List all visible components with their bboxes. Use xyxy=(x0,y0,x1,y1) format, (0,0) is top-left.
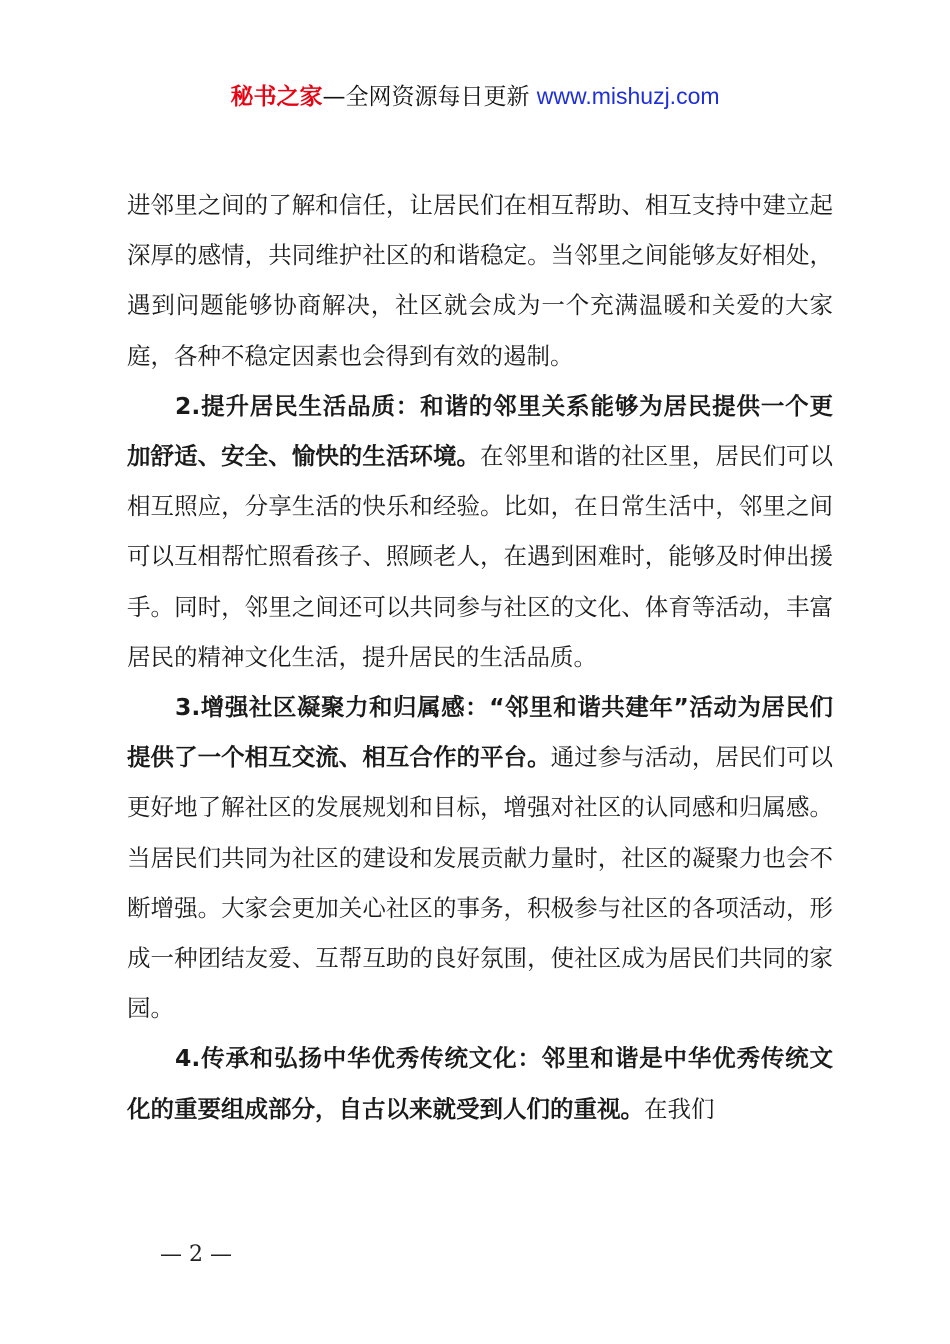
brand-name: 秘书之家 xyxy=(230,84,323,110)
paragraph-item-4 xyxy=(127,1033,833,1133)
site-url[interactable]: www.mishuzj.com xyxy=(536,83,720,109)
paragraph-item-2 xyxy=(127,381,833,682)
paragraph-text: 通过参与活动，居民们可以更好地了解社区的发展规划和目标，增强对社区的认同感和归属感。当居民们共同为社区的建设和发展贡献力量时，社区的凝聚力也会不断增强。大家会更加关心社区的事务，积极参与社区的各项活动，形成一种团结友爱、互帮互助的良好氛围，使社区成为居民们共同的家园。 xyxy=(127,743,834,1023)
paragraph-lead: 3.增强社区凝聚力和归属感：“邻里和谐共建年”活动为居民们提供了一个相互交流、相互合作的平台。 xyxy=(127,693,833,772)
site-header xyxy=(0,80,950,113)
paragraph-item-3 xyxy=(127,682,833,1033)
paragraph-text: 在我们 xyxy=(644,1094,715,1123)
document-body xyxy=(127,180,833,1134)
paragraph-lead: 4.传承和弘扬中华优秀传统文化：邻里和谐是中华优秀传统文化的重要组成部分，自古以来就受到人们的重视。 xyxy=(127,1044,833,1123)
paragraph-continuation xyxy=(127,180,833,381)
paragraph-text: 在邻里和谐的社区里，居民们可以相互照应，分享生活的快乐和经验。比如，在日常生活中，邻里之间可以互相帮忙照看孩子、照顾老人，在遇到困难时，能够及时伸出援手。同时，邻里之间还可以共同参与社区的文化、体育等活动，丰富居民的精神文化生活，提升居民的生活品质。 xyxy=(127,442,834,671)
header-tagline: —全网资源每日更新 xyxy=(322,84,530,110)
paragraph-lead: 2.提升居民生活品质：和谐的邻里关系能够为居民提供一个更加舒适、安全、愉快的生活环境。 xyxy=(127,391,833,471)
page-number: — 2 — xyxy=(160,1242,232,1267)
paragraph-text: 进邻里之间的了解和信任，让居民们在相互帮助、相互支持中建立起深厚的感情，共同维护社区的和谐稳定。当邻里之间能够友好相处，遇到问题能够协商解决，社区就会成为一个充满温暖和关爱的大家庭，各种不稳定因素也会得到有效的遏制。 xyxy=(127,191,833,370)
